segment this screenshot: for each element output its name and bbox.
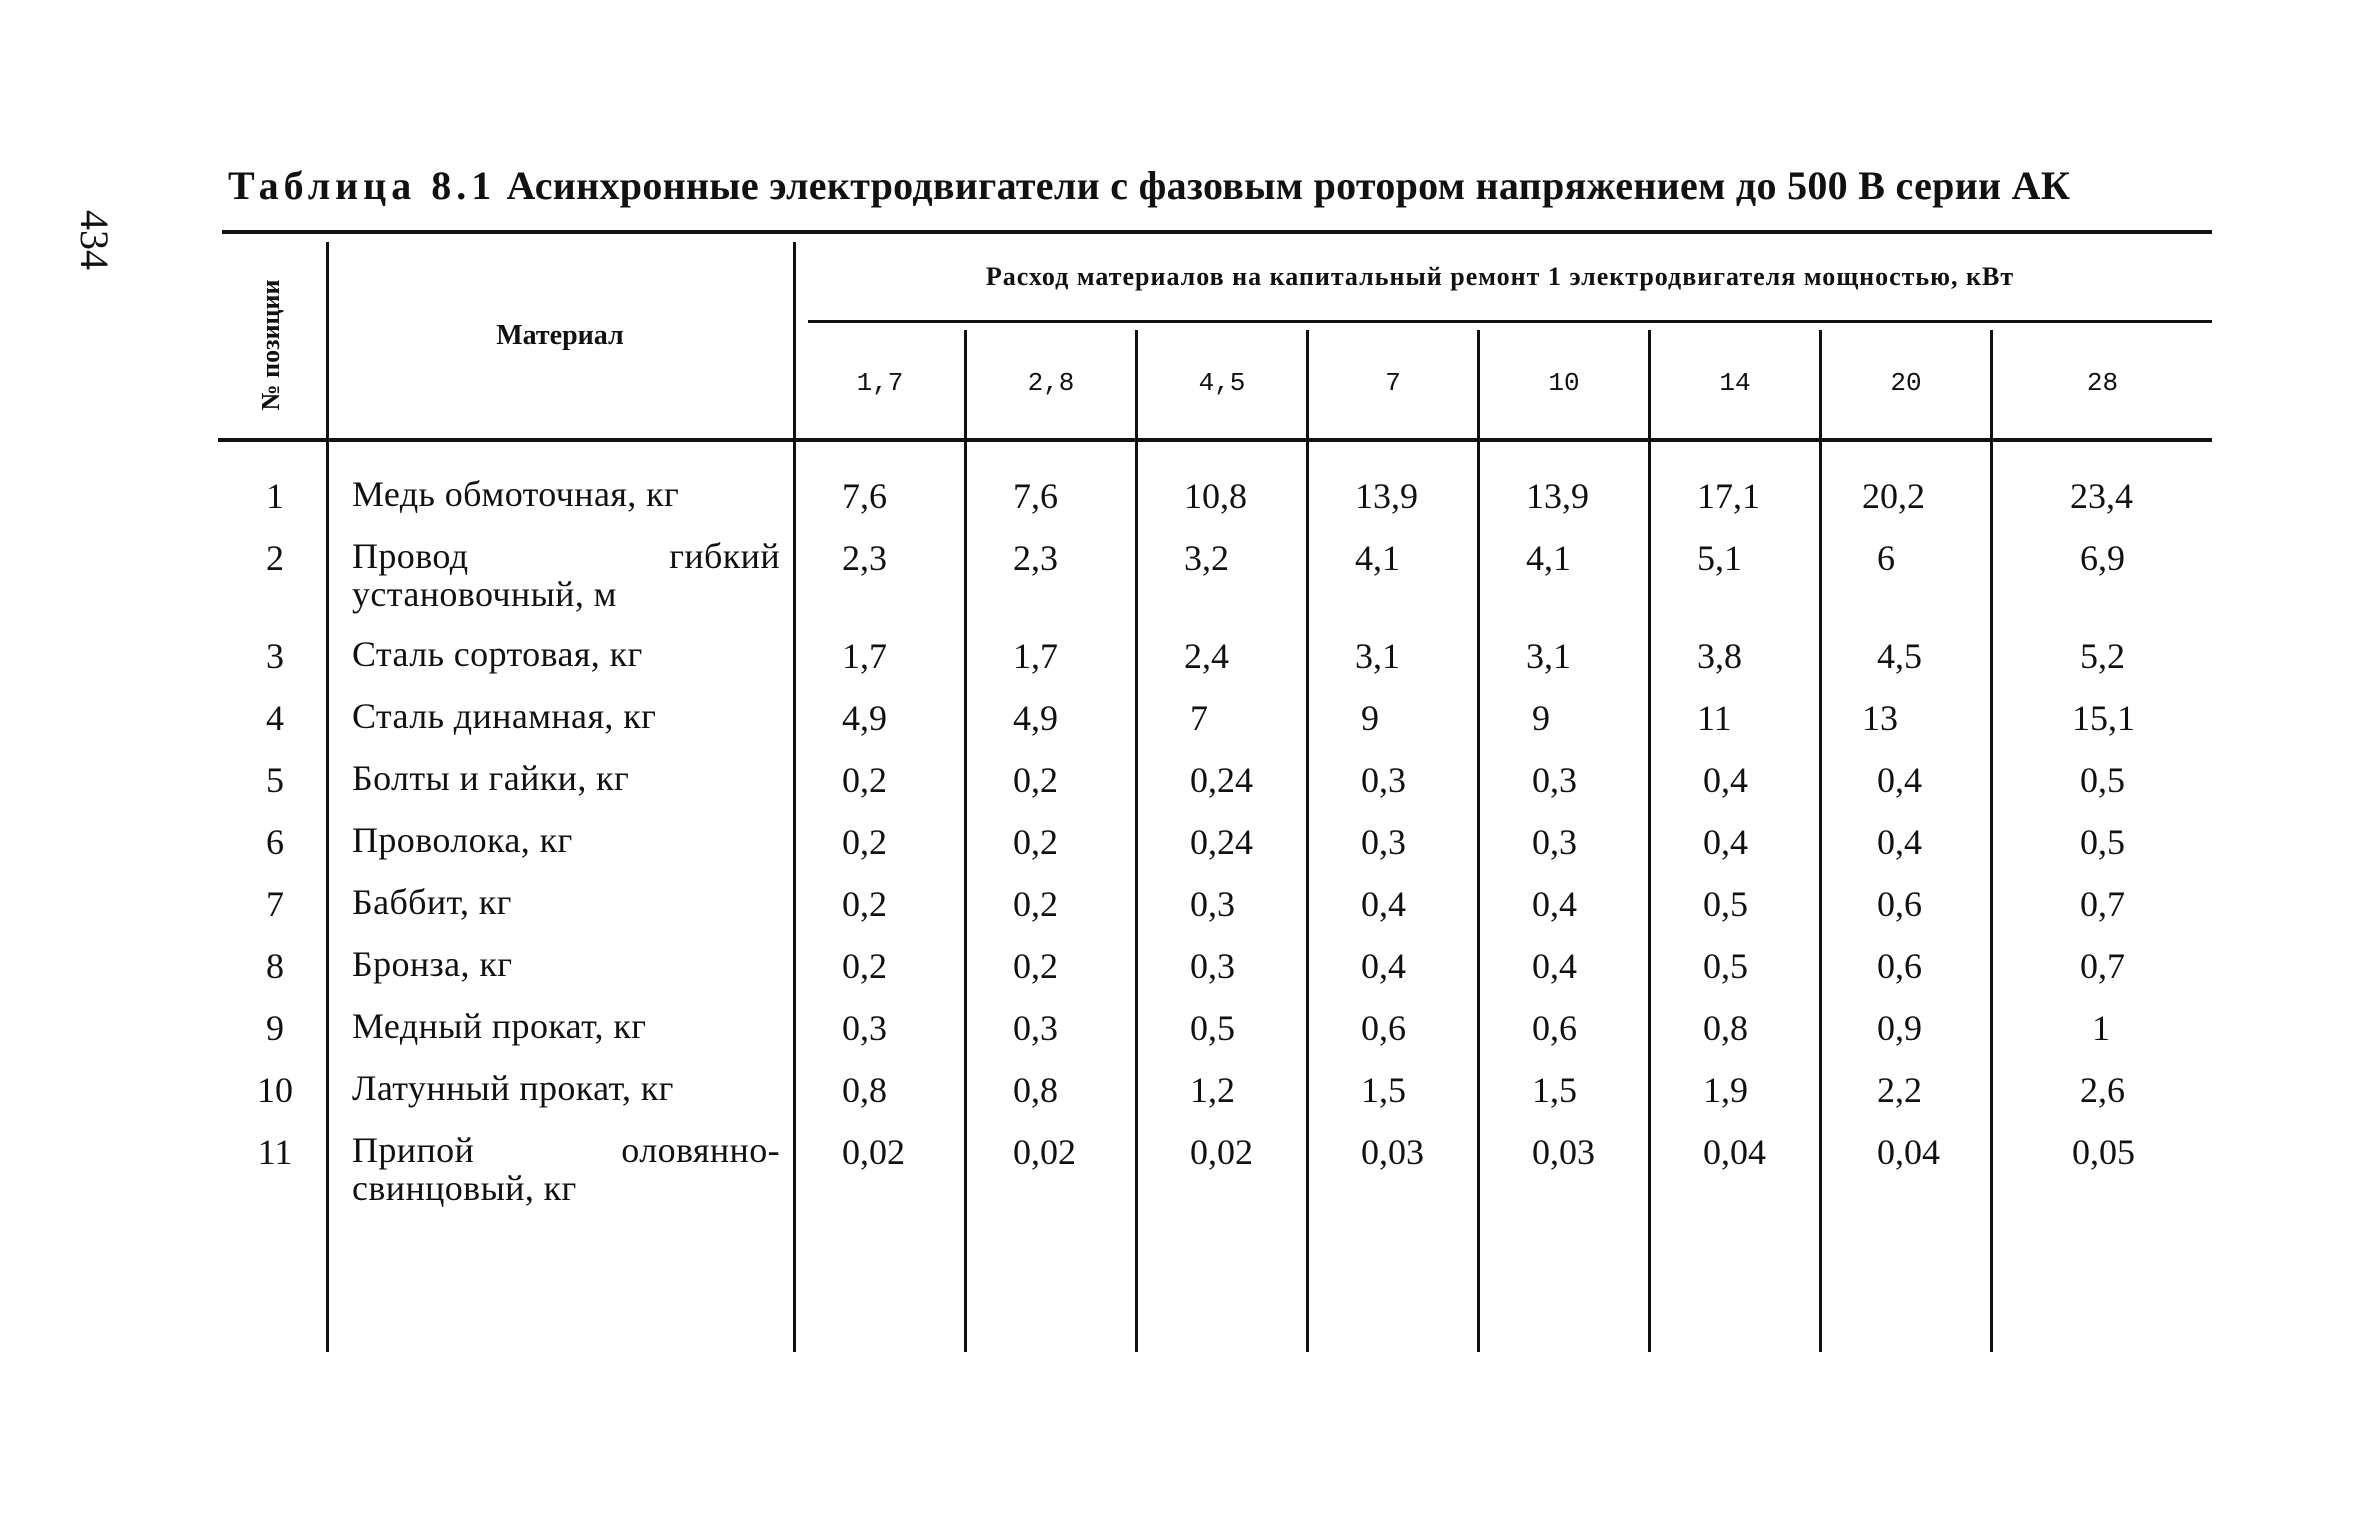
row-value: 0,04: [1877, 1132, 1940, 1172]
row-value: 0,8: [1703, 1008, 1748, 1048]
row-number: 3: [266, 636, 284, 676]
row-value: 0,2: [842, 946, 887, 986]
page-number: 434: [72, 210, 117, 270]
row-value: 2,4: [1184, 636, 1229, 676]
row-value: 4,5: [1877, 636, 1922, 676]
row-value: 0,2: [842, 822, 887, 862]
table-row: [0, 759, 2363, 819]
row-value: 0,8: [1013, 1070, 1058, 1110]
row-value: 0,2: [842, 760, 887, 800]
row-value: 5,2: [2080, 636, 2125, 676]
table-caption-text: Асинхронные электродвигатели с фазовым ротором напряжением до 500 В серии АК: [496, 163, 2071, 208]
header-power-5: 10: [1548, 368, 1580, 398]
row-value: 3,8: [1697, 636, 1742, 676]
table-caption-lead: Таблица 8.1: [228, 163, 497, 208]
row-value: 15,1: [2072, 698, 2135, 738]
row-value: 0,3: [1013, 1008, 1058, 1048]
row-value: 1,5: [1532, 1070, 1577, 1110]
row-value: 1,5: [1361, 1070, 1406, 1110]
header-power-6: 14: [1719, 368, 1751, 398]
row-value: 6: [1877, 538, 1895, 578]
row-value: 7,6: [1013, 476, 1058, 516]
row-value: 0,2: [1013, 822, 1058, 862]
row-value: 13,9: [1526, 476, 1589, 516]
row-value: 0,2: [842, 884, 887, 924]
row-number: 10: [257, 1070, 293, 1110]
row-value: 0,5: [1703, 946, 1748, 986]
row-value: 0,4: [1703, 760, 1748, 800]
header-position-label: № позиции: [256, 279, 285, 411]
row-value: 0,6: [1532, 1008, 1577, 1048]
row-value: 9: [1361, 698, 1379, 738]
row-value: 3,1: [1526, 636, 1571, 676]
row-value: 0,6: [1361, 1008, 1406, 1048]
row-value: 0,4: [1703, 822, 1748, 862]
row-number: 9: [266, 1008, 284, 1048]
table-row: [0, 697, 2363, 757]
row-value: 1,2: [1190, 1070, 1235, 1110]
row-number: 1: [266, 476, 284, 516]
row-value: 0,03: [1361, 1132, 1424, 1172]
row-value: 0,4: [1361, 946, 1406, 986]
row-value: 20,2: [1862, 476, 1925, 516]
row-value: 0,3: [1190, 946, 1235, 986]
row-value: 0,4: [1877, 822, 1922, 862]
row-value: 4,9: [1013, 698, 1058, 738]
row-value: 7: [1190, 698, 1208, 738]
table-row: [0, 536, 2363, 614]
row-material: Бронза, кг: [352, 944, 513, 984]
row-value: 9: [1532, 698, 1550, 738]
row-value: 2,6: [2080, 1070, 2125, 1110]
table-row: [0, 945, 2363, 1005]
row-value: 4,1: [1526, 538, 1571, 578]
row-value: 0,02: [1190, 1132, 1253, 1172]
row-number: 4: [266, 698, 284, 738]
row-material: Баббит, кг: [352, 882, 512, 922]
header-power-3: 4,5: [1198, 368, 1246, 398]
row-value: 0,5: [1703, 884, 1748, 924]
row-number: 6: [266, 822, 284, 862]
header-bottom-rule: [218, 438, 2212, 442]
row-value: 17,1: [1697, 476, 1760, 516]
table-row: [0, 821, 2363, 881]
table-row: [0, 475, 2363, 535]
row-value: 0,4: [1532, 946, 1577, 986]
table-row: [0, 1007, 2363, 1067]
row-value: 0,2: [1013, 946, 1058, 986]
row-number: 7: [266, 884, 284, 924]
row-value: 0,3: [1190, 884, 1235, 924]
row-value: 2,3: [1013, 538, 1058, 578]
row-value: 0,5: [2080, 760, 2125, 800]
header-material: Материал: [496, 320, 624, 351]
row-material: Сталь динамная, кг: [352, 696, 657, 736]
header-group-rule: [808, 320, 2212, 323]
row-value: 0,2: [1013, 884, 1058, 924]
row-value: 0,8: [842, 1070, 887, 1110]
row-value: 4,1: [1355, 538, 1400, 578]
row-value: 7,6: [842, 476, 887, 516]
row-value: 0,3: [1361, 760, 1406, 800]
row-value: 1: [2092, 1008, 2110, 1048]
row-value: 5,1: [1697, 538, 1742, 578]
row-value: 0,7: [2080, 884, 2125, 924]
table-top-rule: [222, 230, 2212, 234]
row-material: Медь обмоточная, кг: [352, 474, 680, 514]
row-value: 1,9: [1703, 1070, 1748, 1110]
row-number: 11: [257, 1132, 293, 1172]
row-value: 0,03: [1532, 1132, 1595, 1172]
row-value: 3,1: [1355, 636, 1400, 676]
table-caption: [228, 162, 2070, 209]
table-row: [0, 1069, 2363, 1129]
row-value: 0,4: [1361, 884, 1406, 924]
row-value: 0,6: [1877, 946, 1922, 986]
header-power-group: Расход материалов на капитальный ремонт 1 электродвигателя мощностью, кВт: [985, 262, 2015, 291]
row-value: 0,6: [1877, 884, 1922, 924]
header-power-2: 2,8: [1027, 368, 1075, 398]
row-value: 0,24: [1190, 760, 1253, 800]
row-value: 0,3: [842, 1008, 887, 1048]
row-material: Латунный прокат, кг: [352, 1068, 674, 1108]
row-value: 0,3: [1532, 822, 1577, 862]
row-value: 10,8: [1184, 476, 1247, 516]
header-position: [246, 265, 296, 425]
row-value: 0,4: [1877, 760, 1922, 800]
row-value: 0,4: [1532, 884, 1577, 924]
row-value: 0,2: [1013, 760, 1058, 800]
row-number: 8: [266, 946, 284, 986]
table-row: [0, 635, 2363, 695]
row-material: Проволока, кг: [352, 820, 573, 860]
row-value: 6,9: [2080, 538, 2125, 578]
header-power-4: 7: [1385, 368, 1401, 398]
row-material: Припой оловянно-свинцовый, кг: [352, 1130, 780, 1208]
row-value: 23,4: [2070, 476, 2133, 516]
row-value: 0,9: [1877, 1008, 1922, 1048]
row-value: 0,3: [1361, 822, 1406, 862]
row-value: 11: [1697, 698, 1732, 738]
row-number: 5: [266, 760, 284, 800]
row-value: 13,9: [1355, 476, 1418, 516]
row-value: 3,2: [1184, 538, 1229, 578]
row-value: 13: [1862, 698, 1898, 738]
row-value: 0,5: [2080, 822, 2125, 862]
row-material: Болты и гайки, кг: [352, 758, 630, 798]
row-value: 0,24: [1190, 822, 1253, 862]
row-value: 1,7: [1013, 636, 1058, 676]
header-power-1: 1,7: [856, 368, 904, 398]
row-value: 0,5: [1190, 1008, 1235, 1048]
row-value: 0,04: [1703, 1132, 1766, 1172]
row-material: Медный прокат, кг: [352, 1006, 647, 1046]
row-value: 2,2: [1877, 1070, 1922, 1110]
row-value: 4,9: [842, 698, 887, 738]
row-number: 2: [266, 538, 284, 578]
row-value: 2,3: [842, 538, 887, 578]
row-material: Сталь сортовая, кг: [352, 634, 643, 674]
header-power-7: 20: [1890, 368, 1922, 398]
table-row: [0, 1130, 2363, 1208]
row-value: 0,7: [2080, 946, 2125, 986]
row-value: 1,7: [842, 636, 887, 676]
header-power-8: 28: [2086, 368, 2119, 398]
row-value: 0,3: [1532, 760, 1577, 800]
table-row: [0, 883, 2363, 943]
row-value: 0,05: [2072, 1132, 2135, 1172]
row-value: 0,02: [842, 1132, 905, 1172]
row-value: 0,02: [1013, 1132, 1076, 1172]
row-material: Провод гибкий установочный, м: [352, 536, 780, 614]
